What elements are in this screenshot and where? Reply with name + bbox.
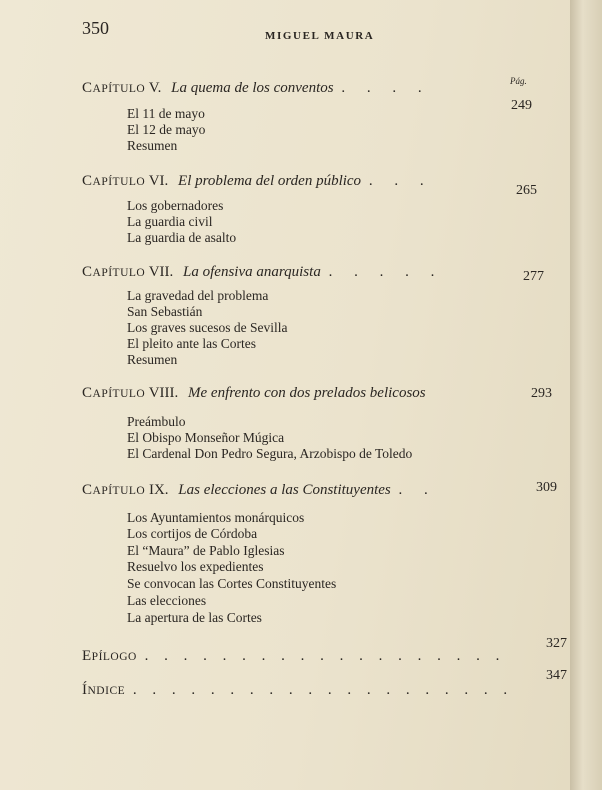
chapter-label: CAPÍTULO <box>82 482 146 498</box>
chapter-heading <box>82 385 426 402</box>
chapter-page-number: 309 <box>536 480 557 495</box>
chapter-subsection: El pleito ante las Cortes <box>127 336 256 351</box>
chapter-subsection: La guardia de asalto <box>127 230 237 245</box>
chapter-title: La ofensiva anarquista <box>183 264 321 280</box>
epilogo-page-number: 327 <box>546 636 567 651</box>
chapter-title: Las elecciones a las Constituyentes <box>178 482 391 498</box>
chapter-subsection: Las elecciones <box>127 593 207 608</box>
leader-dots: . . . . . . . . . . . . . . . . . . . <box>144 648 506 664</box>
epilogo-entry <box>82 648 505 665</box>
chapter-subsection: Resumen <box>127 352 178 367</box>
chapter-subsection: La guardia civil <box>127 214 213 229</box>
leader-dots: . . . . . <box>328 264 444 280</box>
chapter-subsection: San Sebastián <box>127 304 203 319</box>
chapter-subsection: La gravedad del problema <box>127 288 269 303</box>
leader-dots: . . <box>398 482 437 498</box>
chapter-subsection: El Obispo Monseñor Múgica <box>127 430 285 445</box>
chapter-subsection: Los cortijos de Córdoba <box>127 526 258 541</box>
chapter-subsection: El “Maura” de Pablo Iglesias <box>127 543 285 558</box>
chapter-subsection: El Cardenal Don Pedro Segura, Arzobispo de Toledo <box>127 446 413 461</box>
chapter-subsection: La apertura de las Cortes <box>127 610 262 625</box>
indice-label: ÍNDICE <box>82 682 126 698</box>
leader-dots: . . . <box>368 173 433 189</box>
chapter-heading <box>82 264 443 281</box>
indice-entry <box>82 682 513 699</box>
chapter-subsection: Se convocan las Cortes Constituyentes <box>127 576 337 591</box>
chapter-heading <box>82 80 431 97</box>
pag-label: Pág. <box>510 76 527 86</box>
chapter-title: El problema del orden público <box>178 173 362 189</box>
chapter-numeral: VIII. <box>148 385 179 401</box>
chapter-numeral: V. <box>148 80 162 96</box>
chapter-subsection: El 11 de mayo <box>127 106 205 121</box>
chapter-label: CAPÍTULO <box>82 385 146 401</box>
chapter-heading <box>82 482 437 499</box>
chapter-numeral: VI. <box>148 173 169 189</box>
chapter-subsection: Los graves sucesos de Sevilla <box>127 320 288 335</box>
chapter-subsection: El 12 de mayo <box>127 122 206 137</box>
chapter-numeral: VII. <box>148 264 174 280</box>
chapter-page-number: 265 <box>516 183 537 198</box>
chapter-subsection: Los Ayuntamientos monárquicos <box>127 510 305 525</box>
chapter-numeral: IX. <box>148 482 169 498</box>
chapter-page-number: 249 <box>511 98 532 113</box>
chapter-subsection: Resuelvo los expedientes <box>127 559 264 574</box>
chapter-label: CAPÍTULO <box>82 80 146 96</box>
chapter-label: CAPÍTULO <box>82 173 146 189</box>
chapter-subsection: Los gobernadores <box>127 198 224 213</box>
leader-dots: . . . . . . . . . . . . . . . . . . . . <box>132 682 514 698</box>
page-edge <box>570 0 602 790</box>
epilogo-label: EPÍLOGO <box>82 648 137 664</box>
chapter-page-number: 277 <box>523 269 544 284</box>
running-head: MIGUEL MAURA <box>265 30 375 42</box>
chapter-label: CAPÍTULO <box>82 264 146 280</box>
chapter-subsection: Preámbulo <box>127 414 186 429</box>
chapter-subsection: Resumen <box>127 138 178 153</box>
chapter-title: La quema de los conventos <box>171 80 334 96</box>
chapter-title: Me enfrento con dos prelados belicosos <box>188 385 426 401</box>
chapter-heading <box>82 173 433 190</box>
leader-dots: . . . . <box>341 80 431 96</box>
chapter-page-number: 293 <box>531 386 552 401</box>
indice-page-number: 347 <box>546 668 567 683</box>
page-number: 350 <box>82 18 109 38</box>
